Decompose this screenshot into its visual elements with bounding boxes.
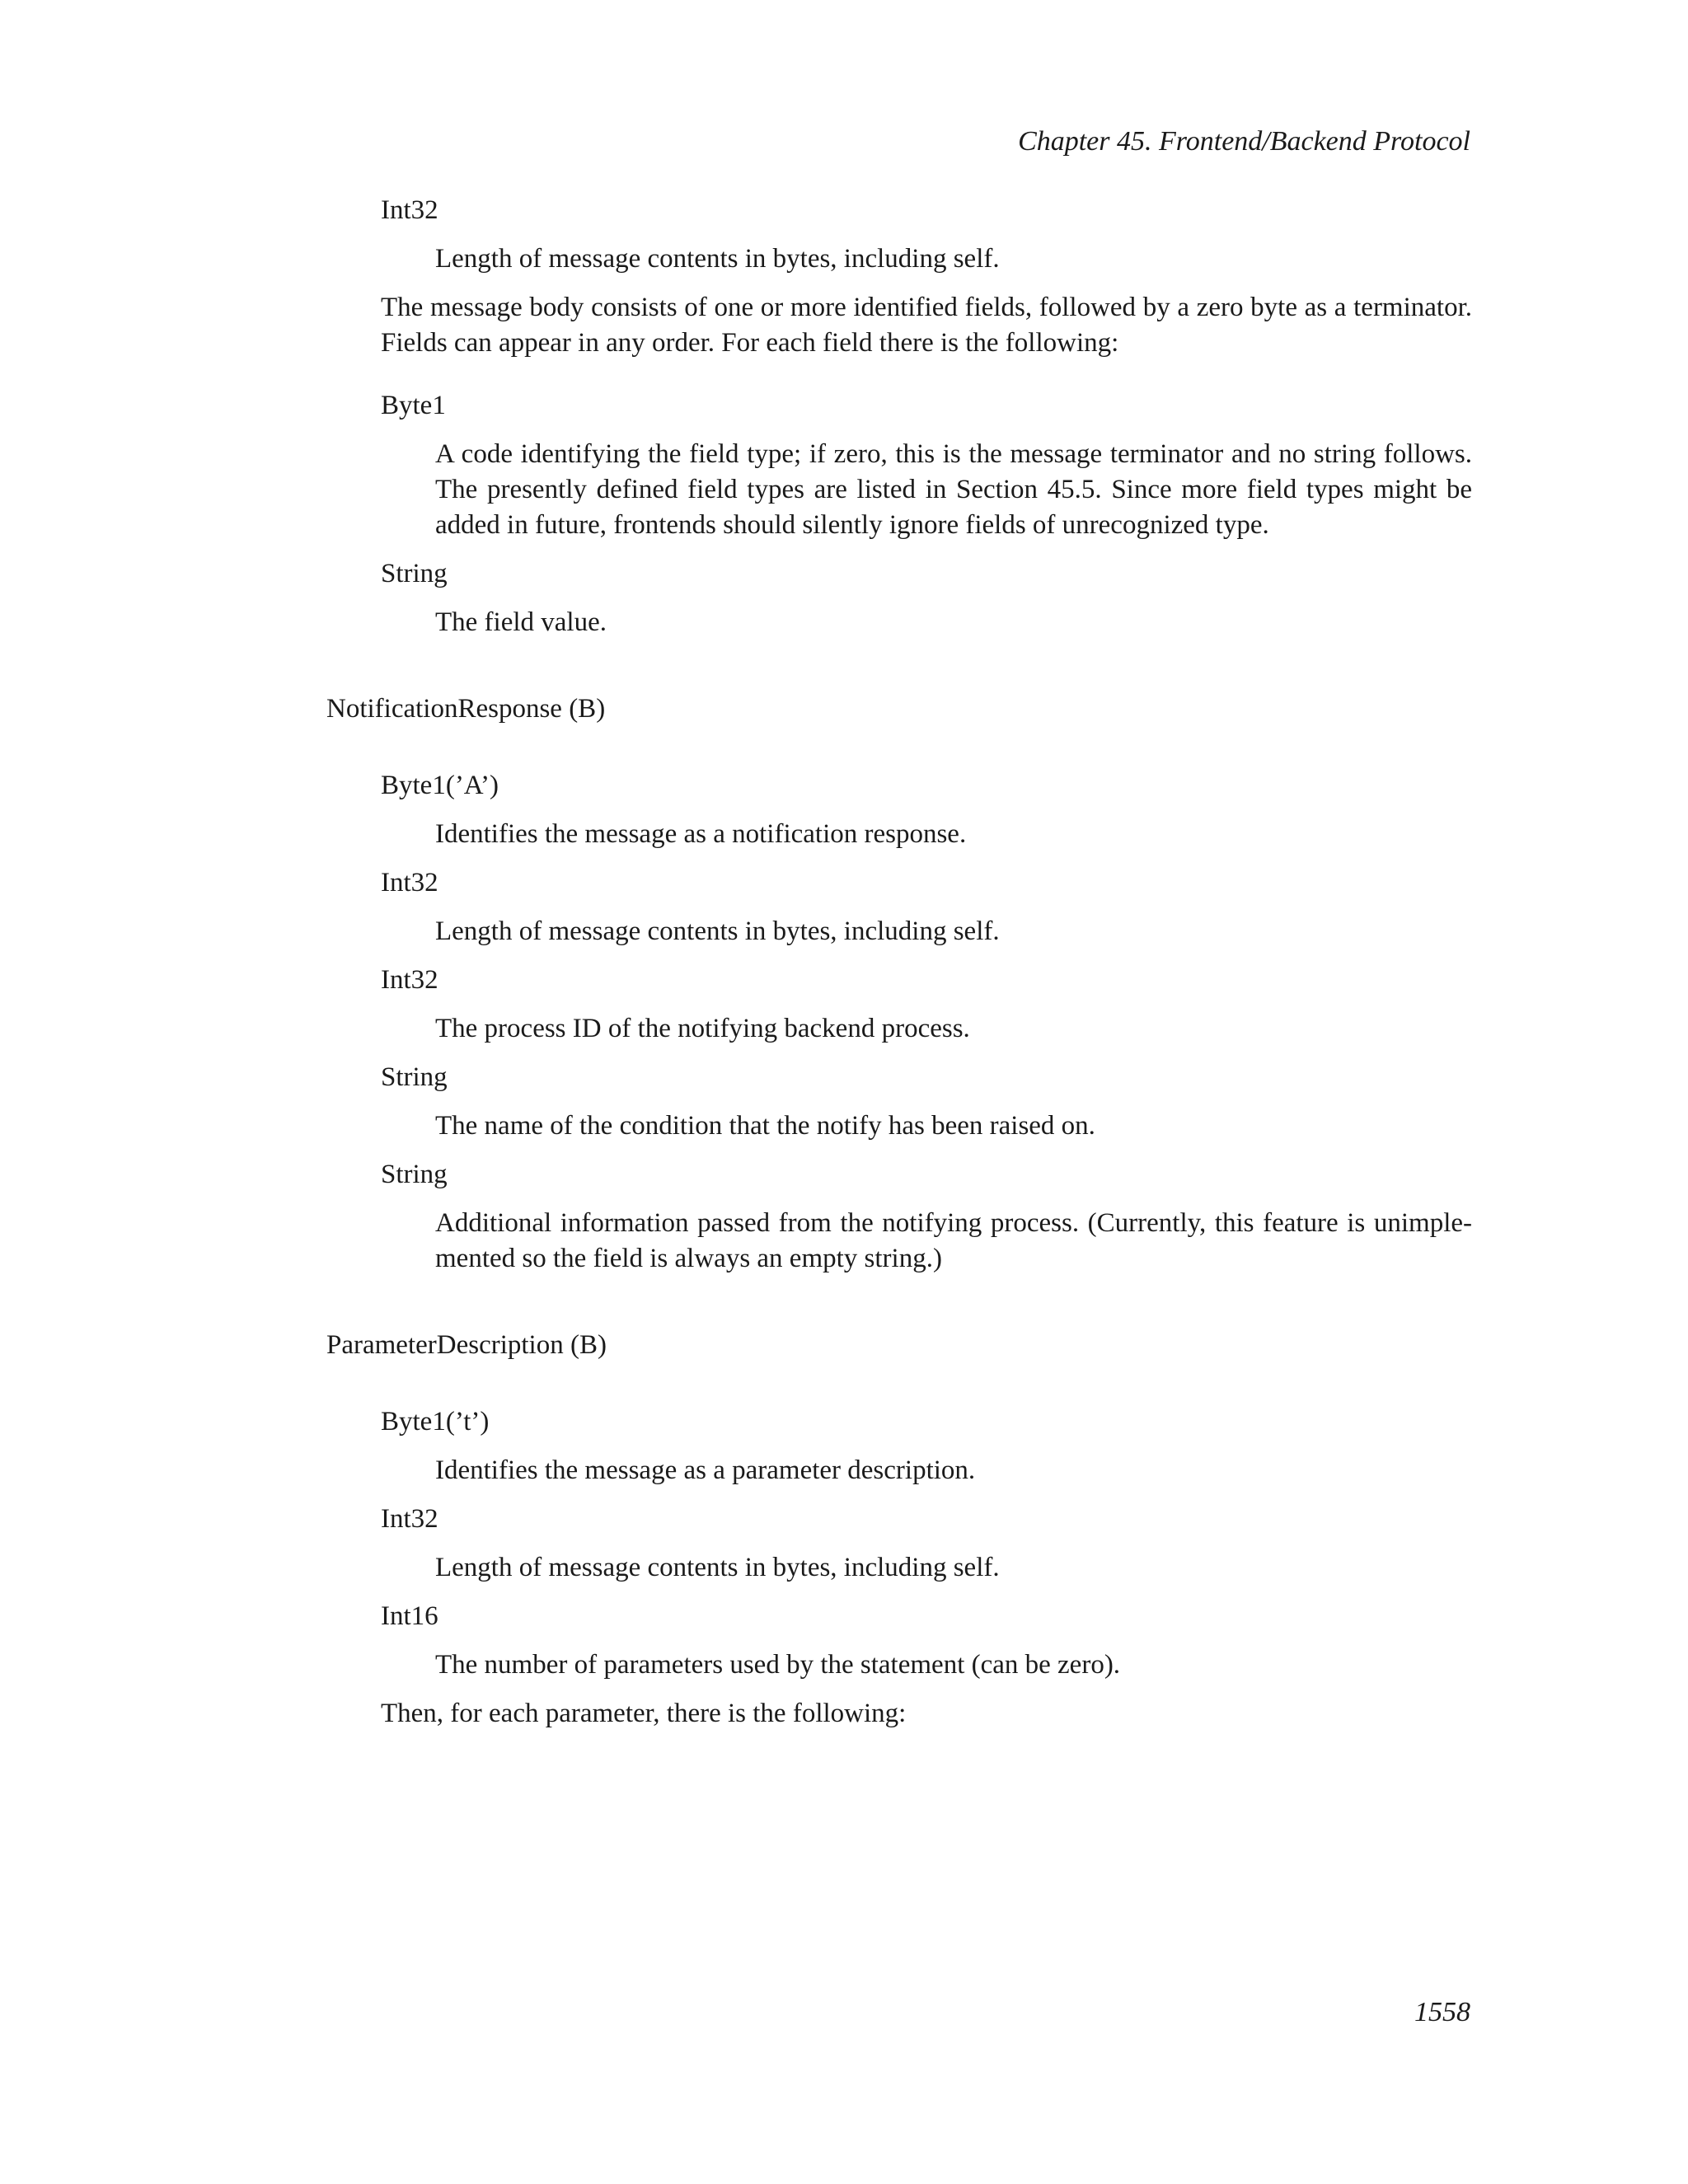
field-term: Int32 (381, 195, 438, 225)
body-paragraph: Then, for each parameter, there is the following: (381, 1699, 907, 1728)
field-description: The number of parameters used by the statement (can be zero). (435, 1650, 1121, 1680)
page-content (326, 193, 1472, 1745)
page-number: 1558 (1414, 1997, 1470, 2027)
field-description: The process ID of the notifying backend process. (435, 1014, 970, 1043)
field-description: Length of message contents in bytes, including self. (435, 916, 1000, 946)
field-term: Int32 (381, 1504, 438, 1534)
field-term: String (381, 1160, 448, 1189)
field-term: Int32 (381, 965, 438, 995)
field-term: String (381, 1062, 448, 1092)
message-title: NotificationResponse (B) (326, 694, 606, 724)
field-term: Int16 (381, 1601, 438, 1631)
field-term: Byte1 (381, 391, 446, 420)
field-description: Identifies the message as a parameter description. (435, 1455, 976, 1485)
body-paragraph: The message body consists of one or more identified fields, followed by a zero byte as a terminator. Fields can appear in any order. For each field there is the following: (381, 293, 1472, 358)
field-description: Identifies the message as a notification response. (435, 819, 967, 849)
message-title: ParameterDescription (B) (326, 1330, 607, 1360)
field-term: Byte1(’t’) (381, 1407, 490, 1436)
field-term: String (381, 559, 448, 588)
field-term: Int32 (381, 868, 438, 898)
field-term: Byte1(’A’) (381, 771, 499, 800)
field-description: Length of message contents in bytes, including self. (435, 244, 1000, 274)
field-description: Additional information passed from the notifying process. (Currently, this feature is unimple- mented so the field is always an empty string.) (435, 1208, 1472, 1273)
field-description: The name of the condition that the notify has been raised on. (435, 1111, 1095, 1141)
field-description: The field value. (435, 607, 607, 637)
field-description: Length of message contents in bytes, including self. (435, 1553, 1000, 1582)
page-header: Chapter 45. Frontend/Backend Protocol (1018, 126, 1470, 157)
field-description: A code identifying the field type; if zero, this is the message terminator and no string follows. The presently defined field types are listed in Section 45.5. Since more field types might be added in future, frontends should silently ignore fields of unrecognized type. (435, 439, 1472, 540)
